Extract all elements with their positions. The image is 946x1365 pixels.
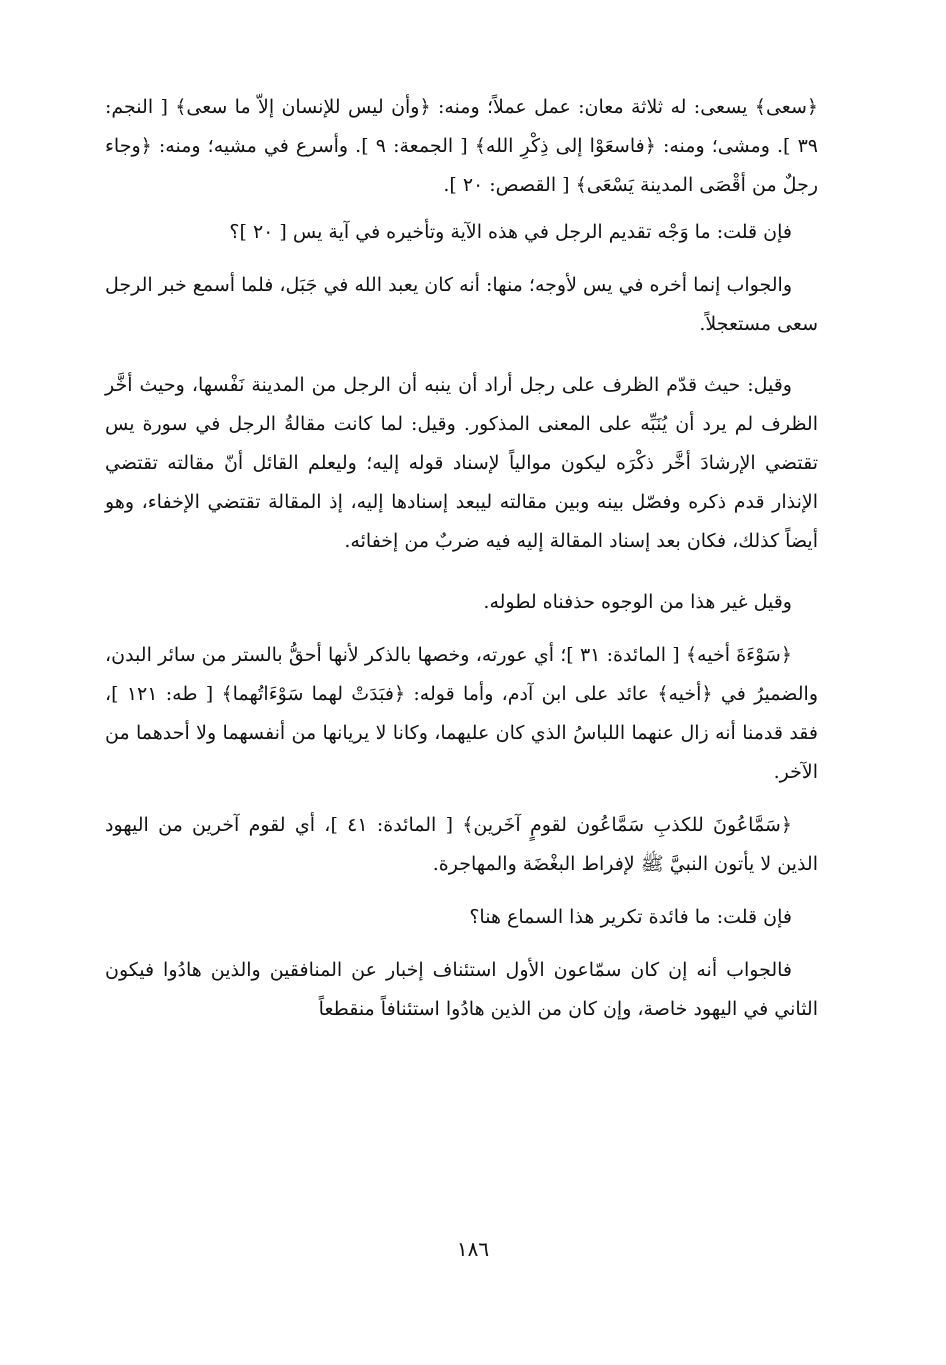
paragraph-question-1: فإن قلت: ما وَجْه تقديم الرجل في هذه الآية وتأخيره في آية يس [ ٢٠ ]؟ <box>229 221 792 243</box>
paragraph-saw-ah: ﴿سَوْءَةَ أخيه﴾ [ المائدة: ٣١ ]؛ أي عورته، وخصها بالذكر لأنها أحقُّ بالستر من سائر البدن، والضميرُ في ﴿أخيه﴾ عائد على ابن آدم، وأما قوله: ﴿فبَدَتْ لهما سَوْءَاتُهما﴾ [ طه: ١٢١ ]، فقد قدمنا أنه زال عنهما اللباسُ الذي كان عليهما، وكانا لا يريانها من أنفسهما ولا أحدهما من الآخر. <box>105 644 818 783</box>
page-number: ١٨٦ <box>456 1237 490 1261</box>
paragraph-answer-1: والجواب إنما أخره في يس لأوجه؛ منها: أنه كان يعبد الله في جَبَل، فلما أسمع خبر الرجل سعى مستعجلاً. <box>105 274 818 335</box>
paragraph-qila-2: وقيل غير هذا من الوجوه حذفناه لطوله. <box>483 591 792 613</box>
paragraph-answer-2: فالجواب أنه إن كان سمّاعون الأول استئناف إخبار عن المنافقين والذين هادُوا فيكون الثاني في اليهود خاصة، وإن كان من الذين هادُوا استئنافاً منقطعاً <box>105 959 818 1020</box>
page-body <box>105 88 818 1029</box>
paragraph-sa-a: ﴿سعى﴾ يسعى: له ثلاثة معان: عمل عملاً؛ ومنه: ﴿وأن ليس للإنسان إلاّ ما سعى﴾ [ النجم: ٣٩ ]. ومشى؛ ومنه: ﴿فاسعَوْا إلى ذِكْرِ الله﴾ [ الجمعة: ٩ ]. وأسرع في مشيه؛ ومنه: ﴿وجاء رجلٌ من أقْصَى المدينة يَسْعَى﴾ [ القصص: ٢٠ ]. <box>105 96 818 196</box>
paragraph-qila-1: وقيل: حيث قدّم الظرف على رجل أراد أن ينبه أن الرجل من المدينة نَفْسها، وحيث أخَّر الظرف لم يرد أن يُنَبِّه على المعنى المذكور. وقيل: لما كانت مقالةُ الرجل في سورة يس تقتضي الإرشادَ أخَّر ذكْرَه ليكون موالياً لإسناد قوله إليه؛ وليعلم القائل أنّ مقالته تقتضي الإنذار قدم ذكره وفصّل بينه وبين مقالته ليبعد إسنادها إليه، إذ المقالة تقتضي الإخفاء، وهو أيضاً كذلك، فكان بعد إسناد المقالة إليه فيه ضربٌ من إخفائه. <box>105 374 818 552</box>
paragraph-sammaun: ﴿سَمَّاعُونَ للكذبِ سَمَّاعُون لقومٍ آخَرين﴾ [ المائدة: ٤١ ]، أي لقوم آخرين من اليهود الذين لا يأتون النبيَّ ﷺ لإفراط البغْضَة والمهاجرة. <box>105 814 818 875</box>
paragraph-question-2: فإن قلت: ما فائدة تكرير هذا السماع هنا؟ <box>469 906 792 928</box>
